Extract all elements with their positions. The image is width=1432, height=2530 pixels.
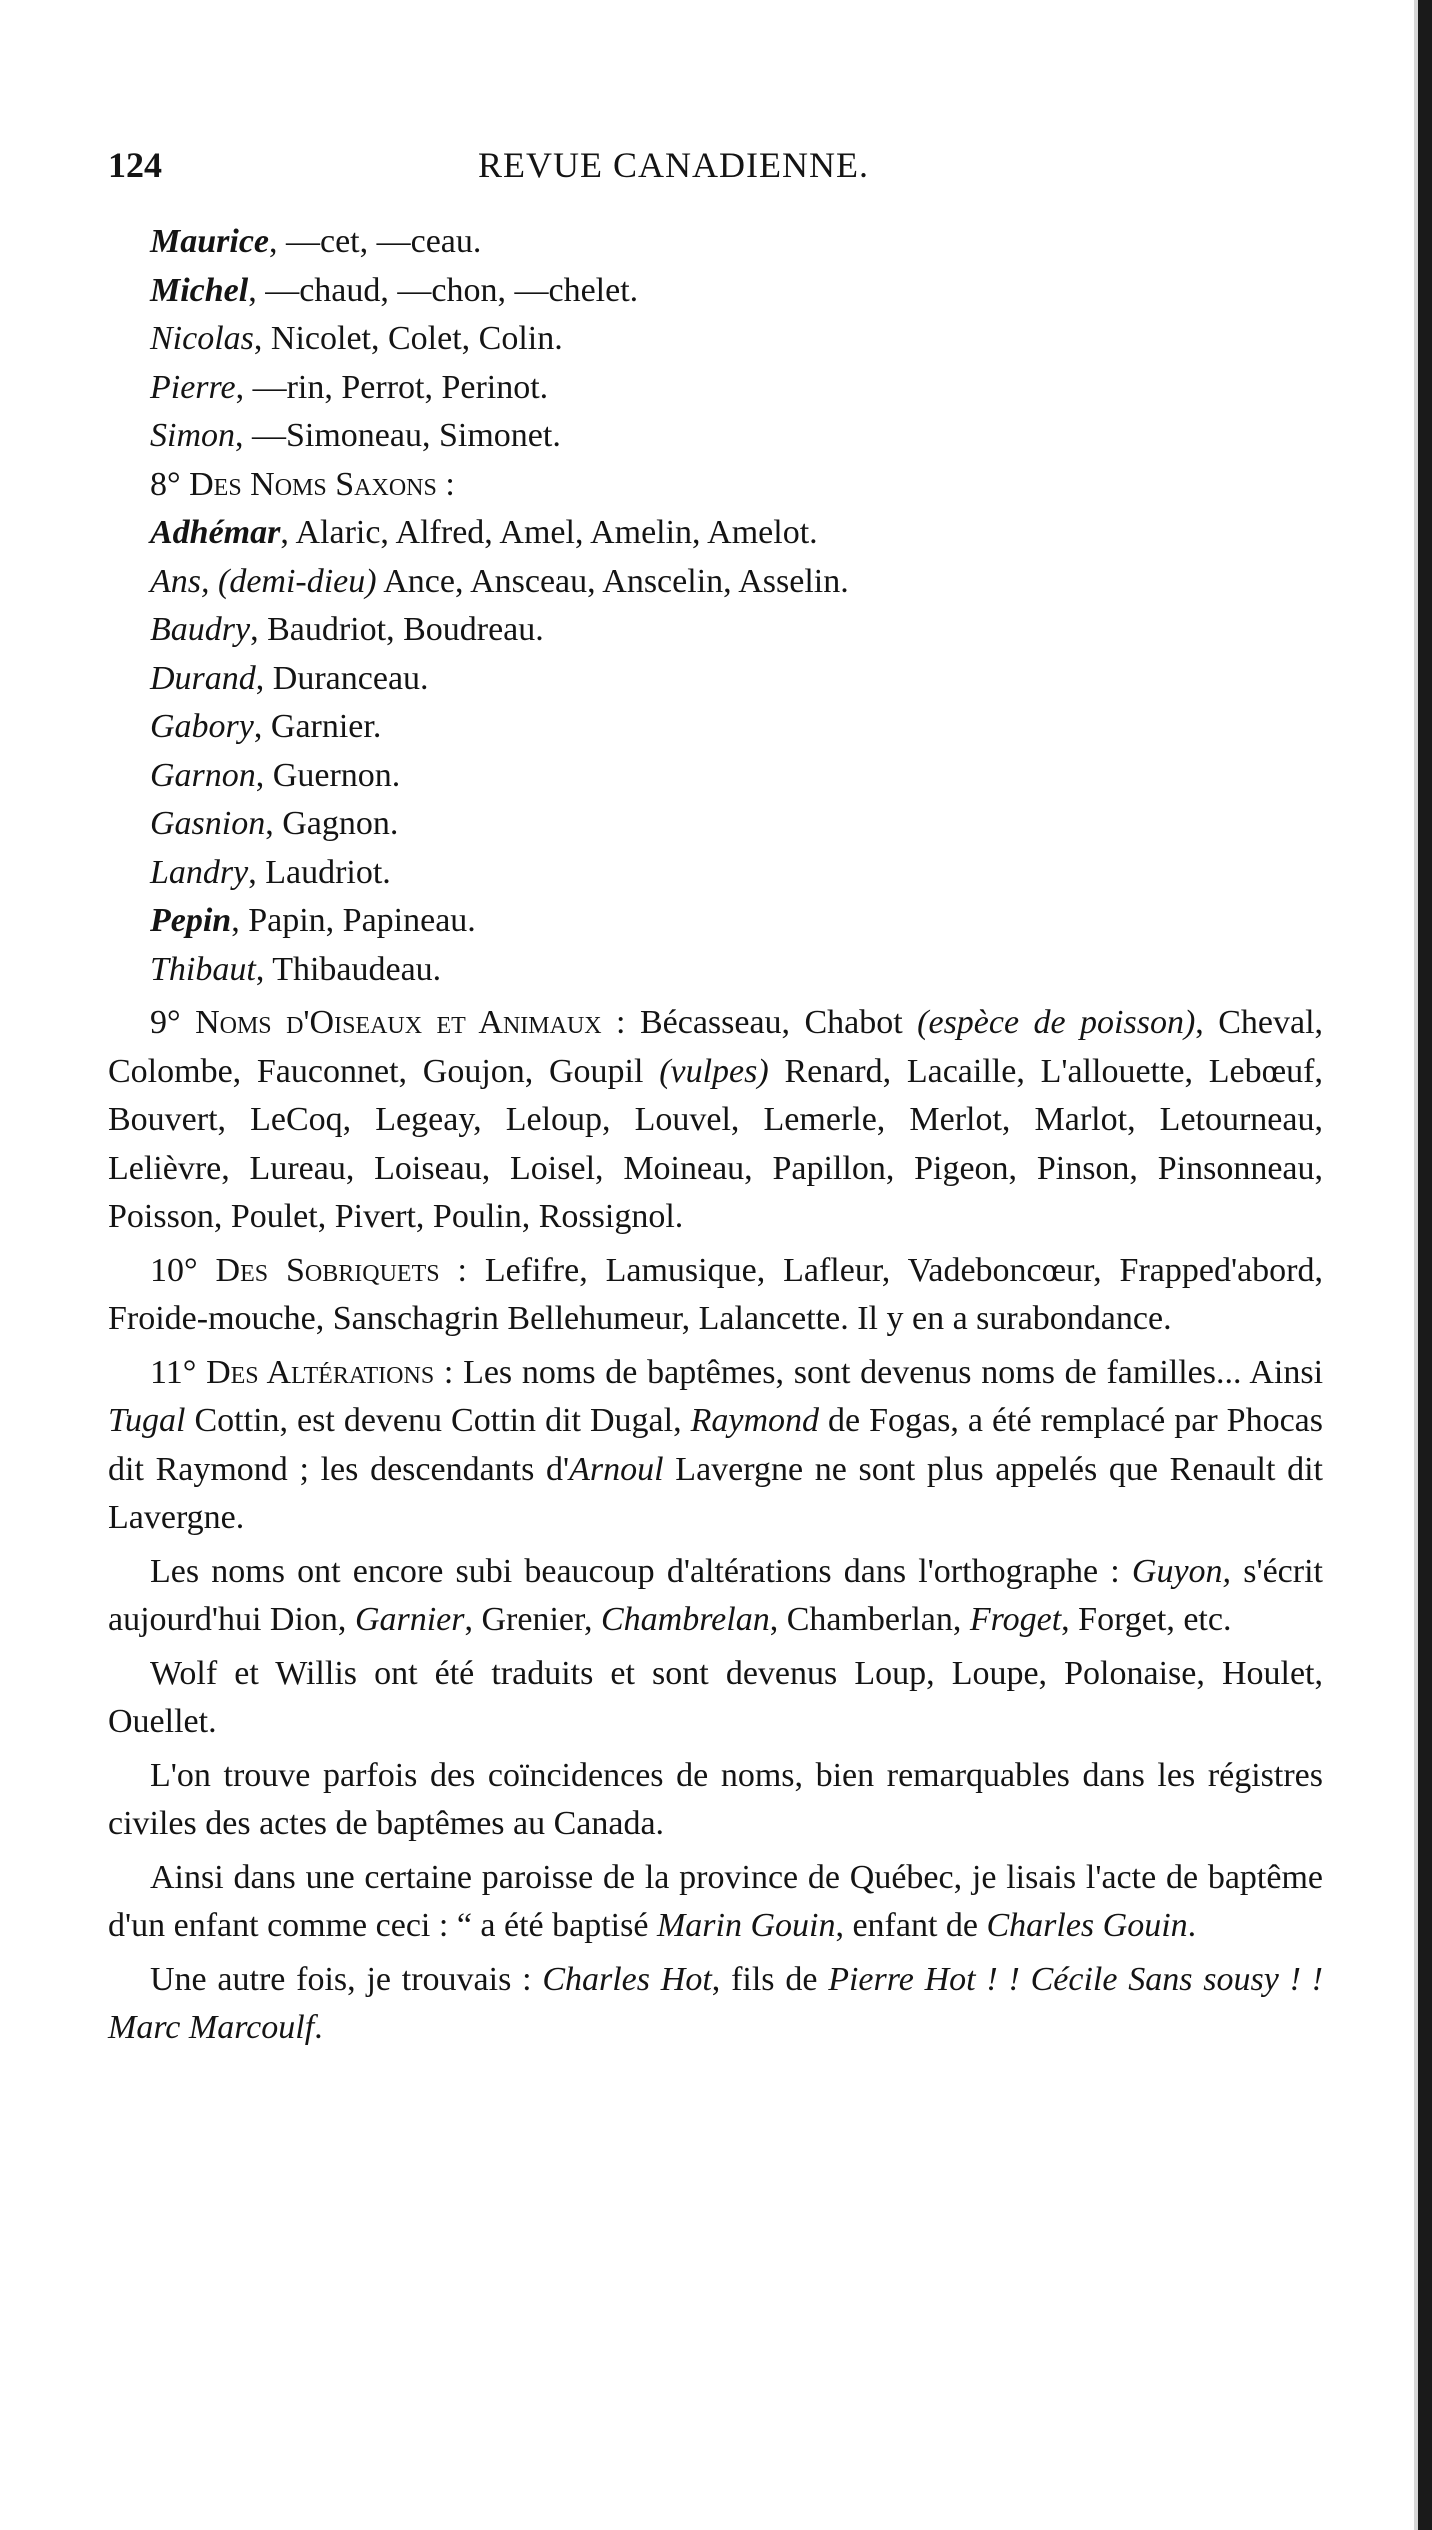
- page-edge: [1418, 0, 1432, 2530]
- paragraph-text: de Fogas, a été remplacé par Phocas dit Raymond ; les descendants d': [108, 1402, 1324, 1488]
- list-item: [108, 752, 1323, 801]
- paragraph-quebec-baptism: [108, 1854, 1323, 1951]
- derived-names: , Laudriot.: [248, 853, 391, 891]
- list-item: [108, 218, 1323, 267]
- paragraph-text: Lefifre, Lamusique, Lafleur, Vadeboncœur, Frapped'abord, Froide-mouche, Sanschagrin Bellehumeur, Lalancette. Il y en a surabondance.: [108, 1251, 1324, 1337]
- paragraph-text: , Forget, etc.: [1061, 1601, 1232, 1638]
- list-item: [108, 412, 1323, 461]
- paragraph-text: , Chamberlan,: [769, 1601, 970, 1638]
- given-name: Baudry: [150, 611, 251, 648]
- running-title: REVUE CANADIENNE.: [478, 145, 869, 185]
- derived-names: , Alaric, Alfred, Amel, Amelin, Amelot.: [280, 514, 818, 551]
- paragraph-text: Lavergne ne sont plus appelés que Renault dit Lavergne.: [108, 1450, 1323, 1536]
- italic-name: Froget: [969, 1601, 1062, 1638]
- derived-names: , Papin, Papineau.: [231, 902, 476, 939]
- document-page: [108, 140, 1323, 2053]
- italic-name: Marin Gouin: [656, 1907, 836, 1944]
- list-item: [108, 703, 1323, 752]
- paragraph-coincidences: L'on trouve parfois des coïncidences de noms, bien remarquables dans les régistres civiles des actes de baptêmes au Canada.: [108, 1756, 1323, 1842]
- list-item: [108, 946, 1323, 995]
- page-number: 124: [108, 145, 162, 185]
- given-name: Pepin: [150, 902, 232, 939]
- paragraph-translations: Wolf et Willis ont été traduits et sont devenus Loup, Loupe, Polonaise, Houlet, Ouellet.: [108, 1654, 1323, 1740]
- given-name: Nicolas: [150, 320, 254, 357]
- section-title: Noms d'Oiseaux et Animaux :: [195, 1004, 626, 1041]
- list-item: [108, 509, 1323, 558]
- italic-name: Pierre Hot ! ! Cécile Sans sousy ! ! Marc Marcoulf: [108, 1960, 1323, 2046]
- paragraph-text: , Grenier,: [464, 1601, 601, 1638]
- section-heading-8: [108, 461, 1323, 510]
- italic-gloss: (vulpes): [659, 1052, 769, 1090]
- italic-name: Tugal: [108, 1402, 186, 1439]
- list-item: [108, 606, 1323, 655]
- derived-names: , —rin, Perrot, Perinot.: [235, 368, 549, 406]
- paragraph-text: , fils de: [711, 1960, 829, 1998]
- derived-names: , Garnier.: [253, 708, 382, 745]
- given-name: Thibaut: [150, 950, 256, 988]
- italic-name: Charles Gouin: [986, 1907, 1188, 1944]
- section-paragraph-9: [108, 999, 1323, 1242]
- italic-name: Arnoul: [569, 1450, 664, 1488]
- derived-names: , Baudriot, Boudreau.: [250, 611, 544, 648]
- paragraph-text: Les noms de baptêmes, sont devenus noms de familles... Ainsi: [453, 1353, 1324, 1391]
- section-title: Des Noms Saxons :: [189, 465, 455, 503]
- section-paragraph-10: [108, 1247, 1323, 1344]
- section-number: 9°: [150, 1004, 181, 1041]
- list-item: [108, 558, 1323, 607]
- given-name: Durand: [150, 659, 256, 697]
- italic-name: Raymond: [690, 1402, 820, 1439]
- paragraph-hot: [108, 1956, 1323, 2053]
- paragraph-text: Bécasseau, Chabot: [625, 1004, 918, 1041]
- section-number: 10°: [150, 1251, 198, 1289]
- italic-name: Charles Hot: [542, 1960, 712, 1998]
- derived-names: Ance, Ansceau, Anscelin, Asselin.: [376, 562, 849, 600]
- section-number: 11°: [150, 1353, 197, 1391]
- paragraph-text: Une autre fois, je trouvais :: [150, 1960, 543, 1998]
- derived-names: , Gagnon.: [265, 805, 399, 842]
- given-name: Ans, (demi-dieu): [150, 562, 377, 600]
- paragraph-text: Cottin, est devenu Cottin dit Dugal,: [185, 1402, 691, 1439]
- given-name: Pierre: [150, 368, 236, 406]
- italic-name: Chambrelan: [600, 1601, 770, 1638]
- italic-name: Guyon,: [1131, 1552, 1232, 1590]
- given-name: Garnon: [150, 756, 256, 794]
- paragraph-text: .: [314, 2009, 323, 2046]
- list-item: [108, 315, 1323, 364]
- running-head: [108, 140, 1323, 190]
- paragraph-orthography: [108, 1548, 1323, 1645]
- list-item: [108, 849, 1323, 898]
- given-name: Landry: [150, 853, 249, 891]
- section-number: 8°: [150, 465, 181, 503]
- list-item: [108, 267, 1323, 316]
- derived-names: , —Simoneau, Simonet.: [235, 417, 561, 454]
- paragraph-text: Ainsi dans une certaine paroisse de la province de Québec, je lisais l'acte de baptême d'un enfant comme ceci : “ a été baptisé: [108, 1858, 1323, 1944]
- derived-names: , Nicolet, Colet, Colin.: [253, 320, 563, 357]
- list-item: [108, 897, 1323, 946]
- derived-names: , Thibaudeau.: [255, 950, 442, 988]
- paragraph-text: , enfant de: [835, 1907, 987, 1944]
- given-name: Adhémar: [150, 514, 281, 551]
- paragraph-text: Les noms ont encore subi beaucoup d'altérations dans l'orthographe :: [150, 1552, 1132, 1590]
- paragraph-text: .: [1187, 1907, 1197, 1944]
- given-name: Gabory: [150, 708, 254, 745]
- given-name: Simon: [150, 417, 235, 454]
- page-body: [108, 218, 1323, 2053]
- paragraph-text: Renard, Lacaille, L'allouette, Lebœuf, Bouvert, LeCoq, Legeay, Leloup, Louvel, Lemerle, Merlot, Marlot, Letourneau, Lelièvre, Lureau, Loiseau, Loisel, Moineau, Papillon, Pigeon, Pinson, Pinsonneau, Poisson, Poulet, Pivert, Poulin, Rossignol.: [108, 1052, 1323, 1235]
- given-name: Michel: [150, 271, 249, 309]
- paragraph-text: s'écrit aujourd'hui Dion,: [108, 1552, 1323, 1638]
- italic-gloss: (espèce de poisson): [917, 1004, 1196, 1041]
- list-item: [108, 800, 1323, 849]
- derived-names: , —cet, —ceau.: [269, 223, 482, 260]
- section-title: Des Altérations :: [206, 1353, 454, 1391]
- list-item: [108, 655, 1323, 704]
- derived-names: , Guernon.: [255, 756, 401, 794]
- section-title: Des Sobriquets :: [215, 1251, 467, 1289]
- derived-names: , —chaud, —chon, —chelet.: [248, 271, 639, 309]
- paragraph-text: , Cheval, Colombe, Fauconnet, Goujon, Goupil: [108, 1004, 1324, 1090]
- given-name: Maurice: [150, 223, 269, 260]
- derived-names: , Duranceau.: [255, 659, 429, 697]
- section-paragraph-11: [108, 1349, 1323, 1543]
- given-name: Gasnion: [150, 805, 266, 842]
- italic-name: Garnier: [354, 1601, 465, 1638]
- list-item: [108, 364, 1323, 413]
